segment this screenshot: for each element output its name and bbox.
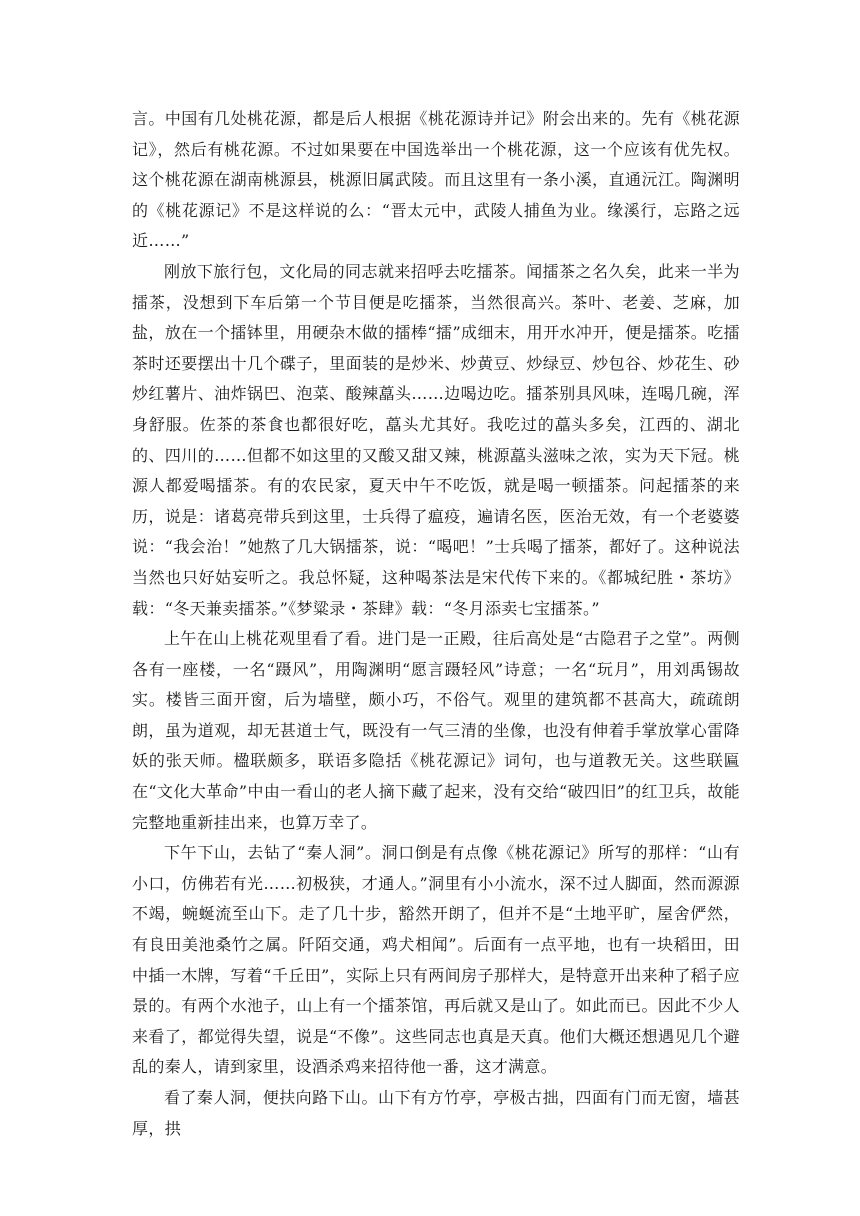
- paragraph-taohua-temple: 上午在山上桃花观里看了看。进门是一正殿，往后高处是“古隐君子之堂”。两侧各有一座楼，一名“蹑风”，用陶渊明“愿言蹑轻风”诗意；一名“玩月”，用刘禹锡故实。楼皆三面开窗，后为墙壁，颇小巧，不俗气。观里的建筑都不甚高大，疏疏朗朗，虽为道观，却无甚道士气，既没有一气三清的坐像，也没有伸着手掌放掌心雷降妖的张天师。楹联颇多，联语多隐括《桃花源记》词句，也与道教无关。这些联匾在“文化大革命”中由一看山的老人摘下藏了起来，没有交给“破四旧”的红卫兵，故能完整地重新挂出来，也算万幸了。: [132, 629, 740, 832]
- paragraph-bamboo-pavilion: 看了秦人洞，便扶向路下山。山下有方竹亭，亭极古拙，四面有门而无窗，墙甚厚，拱: [132, 1088, 740, 1138]
- article-body: [132, 104, 740, 1144]
- paragraph-intro-continuation: 言。中国有几处桃花源，都是后人根据《桃花源诗并记》附会出来的。先有《桃花源记》，然后有桃花源。不过如果要在中国选举出一个桃花源，这一个应该有优先权。这个桃花源在湖南桃源县，桃源旧属武陵。而且这里有一条小溪，直通沅江。陶渊明的《桃花源记》不是这样说的么：“晋太元中，武陵人捕鱼为业。缘溪行，忘路之远近……”: [132, 109, 740, 251]
- paragraph-leicha: 刚放下旅行包，文化局的同志就来招呼去吃擂茶。闻擂茶之名久矣，此来一半为擂茶，没想到下车后第一个节目便是吃擂茶，当然很高兴。茶叶、老姜、芝麻，加盐，放在一个擂钵里，用硬杂木做的擂棒“擂”成细末，用开水冲开，便是擂茶。吃擂茶时还要摆出十几个碟子，里面装的是炒米、炒黄豆、炒绿豆、炒包谷、炒花生、砂炒红薯片、油炸锅巴、泡菜、酸辣藠头……边喝边吃。擂茶别具风味，连喝几碗，浑身舒服。佐茶的茶食也都很好吃，藠头尤其好。我吃过的藠头多矣，江西的、湖北的、四川的……但都不如这里的又酸又甜又辣，桃源藠头滋味之浓，实为天下冠。桃源人都爱喝擂茶。有的农民家，夏天中午不吃饭，就是喝一顿擂茶。问起擂茶的来历，说是：诸葛亮带兵到这里，士兵得了瘟疫，遍请名医，医治无效，有一个老婆婆说：“我会治！”她熬了几大锅擂茶，说：“喝吧！”士兵喝了擂茶，都好了。这种说法当然也只好姑妄听之。我总怀疑，这种喝茶法是宋代传下来的。《都城纪胜・茶坊》载：“冬天兼卖擂茶。”《梦粱录・茶肆》载：“冬月添卖七宝擂茶。”: [132, 261, 740, 618]
- paragraph-qinren-cave: 下午下山，去钻了“秦人洞”。洞口倒是有点像《桃花源记》所写的那样：“山有小口，仿佛若有光……初极狭，才通人。”洞里有小小流水，深不过人脚面，然而源源不竭，蜿蜒流至山下。走了几十步，豁然开朗了，但并不是“土地平旷，屋舍俨然，有良田美池桑竹之属。阡陌交通，鸡犬相闻”。后面有一点平地，也有一块稻田，田中插一木牌，写着“千丘田”，实际上只有两间房子那样大，是特意开出来种了稻子应景的。有两个水池子，山上有一个擂茶馆，再后就又是山了。如此而已。因此不少人来看了，都觉得失望，说是“不像”。这些同志也真是天真。他们大概还想遇见几个避乱的秦人，请到家里，设酒杀鸡来招待他一番，这才满意。: [132, 843, 740, 1077]
